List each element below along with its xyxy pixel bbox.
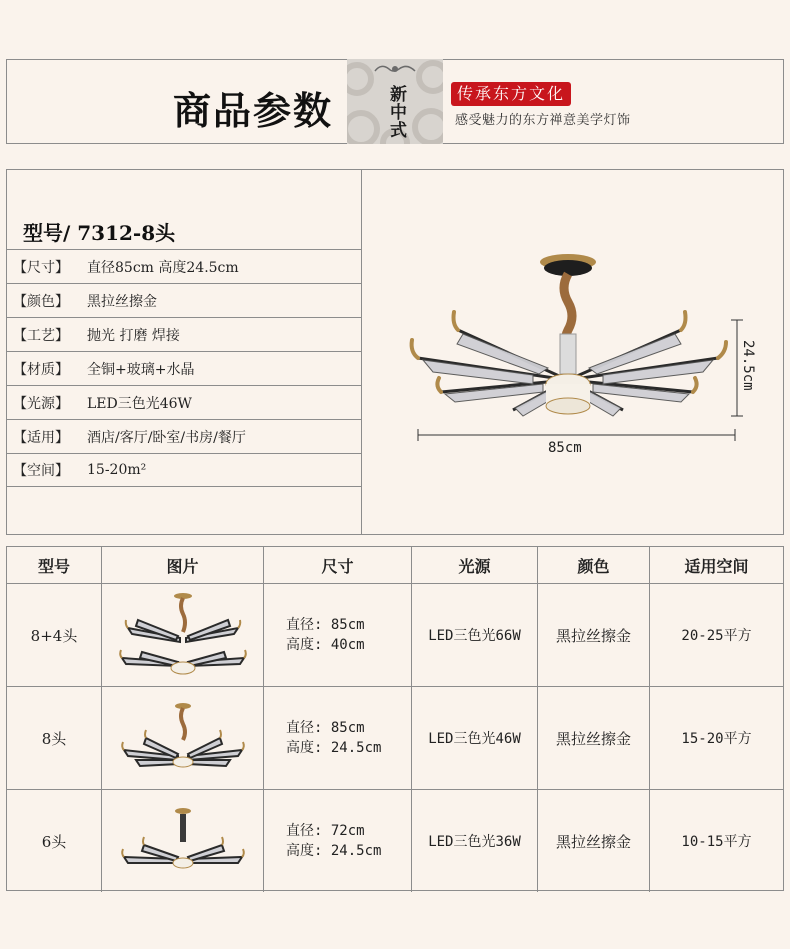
table-row	[7, 583, 783, 686]
spec-row-material	[7, 351, 361, 385]
spec-value: LED三色光46W	[87, 395, 192, 412]
spec-key: 【光源】	[13, 395, 69, 412]
spec-key: 【适用】	[13, 429, 69, 446]
model-cell: 8+4头	[30, 626, 78, 645]
spec-key: 【材质】	[13, 361, 69, 378]
height-label: 24.5cm	[740, 340, 756, 391]
light-cell: LED三色光66W	[411, 584, 537, 686]
spec-value: 15-20m²	[87, 462, 147, 478]
image-cell	[101, 790, 263, 892]
color-cell: 黑拉丝擦金	[537, 584, 649, 686]
spec-row-size	[7, 249, 361, 283]
spec-row-space	[7, 453, 361, 487]
size-cell	[263, 687, 411, 789]
culture-badge: 传承东方文化	[451, 82, 571, 106]
spec-value: 直径85cm 高度24.5cm	[87, 259, 239, 276]
image-cell	[101, 584, 263, 686]
page-title: 商品参数	[173, 88, 334, 133]
table-row	[7, 789, 783, 892]
spec-panel	[6, 169, 784, 535]
chandelier-main-image	[363, 170, 783, 534]
header-cell: 图片	[101, 547, 263, 583]
seal-text: 新中式	[386, 85, 406, 139]
size-cell	[263, 790, 411, 892]
header-banner	[6, 59, 784, 144]
space-cell: 15-20平方	[649, 687, 783, 789]
diameter-label: 85cm	[548, 440, 582, 456]
variant-table	[6, 546, 784, 891]
table-header	[7, 547, 783, 583]
spec-value: 抛光 打磨 焊接	[87, 327, 180, 344]
diameter-text: 直径: 72cm	[286, 823, 365, 839]
spec-list	[7, 249, 361, 487]
spec-key: 【工艺】	[13, 327, 69, 344]
chandelier-thumbnail	[118, 590, 248, 680]
image-cell	[101, 687, 263, 789]
diameter-text: 直径: 85cm	[286, 720, 365, 736]
light-cell: LED三色光36W	[411, 790, 537, 892]
spec-row-light	[7, 385, 361, 419]
seal-emblem	[347, 59, 443, 144]
model-cell: 6头	[41, 832, 67, 851]
space-cell: 10-15平方	[649, 790, 783, 892]
light-cell: LED三色光46W	[411, 687, 537, 789]
divider	[361, 170, 362, 534]
spec-value: 全铜+玻璃+水晶	[87, 361, 195, 378]
chandelier-thumbnail	[118, 801, 248, 881]
spec-value: 酒店/客厅/卧室/书房/餐厅	[87, 429, 246, 446]
color-cell: 黑拉丝擦金	[537, 790, 649, 892]
spec-key: 【尺寸】	[13, 259, 69, 276]
model-number: 型号/ 7312-8头	[23, 221, 176, 245]
header-cell: 颜色	[537, 547, 649, 583]
spec-key: 【空间】	[13, 463, 69, 479]
spec-key: 【颜色】	[13, 293, 69, 310]
header-cell: 适用空间	[649, 547, 783, 583]
header-cell: 尺寸	[263, 547, 411, 583]
height-text: 高度: 24.5cm	[286, 740, 382, 756]
header-cell: 光源	[411, 547, 537, 583]
diameter-text: 直径: 85cm	[286, 617, 365, 633]
header-cell: 型号	[37, 556, 70, 576]
space-cell: 20-25平方	[649, 584, 783, 686]
model-cell: 8头	[41, 729, 67, 748]
table-row	[7, 686, 783, 789]
color-cell: 黑拉丝擦金	[537, 687, 649, 789]
size-cell	[263, 584, 411, 686]
spec-row-color	[7, 283, 361, 317]
chandelier-thumbnail	[118, 698, 248, 778]
spec-row-craft	[7, 317, 361, 351]
height-text: 高度: 40cm	[286, 637, 365, 653]
height-text: 高度: 24.5cm	[286, 843, 382, 859]
spec-row-usage	[7, 419, 361, 453]
header-subtitle: 感受魅力的东方禅意美学灯饰	[455, 113, 631, 128]
spec-value: 黑拉丝擦金	[87, 293, 157, 310]
